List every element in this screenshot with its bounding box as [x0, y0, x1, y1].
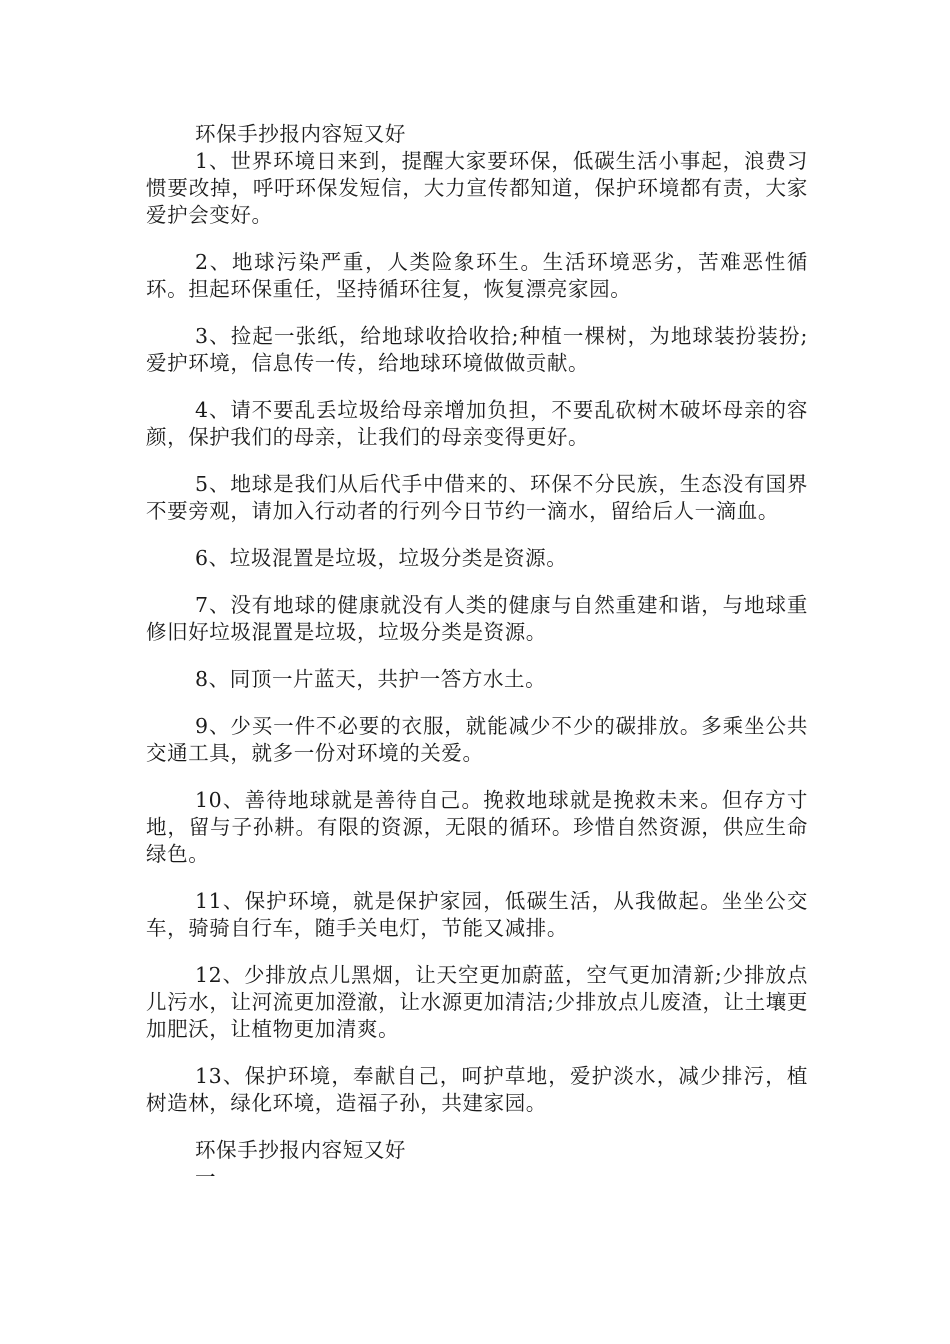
paragraph-4: 4、请不要乱丢垃圾给母亲增加负担，不要乱砍树木破坏母亲的容颜，保护我们的母亲，让我们的母亲变得更好。	[146, 398, 808, 449]
paragraph-11: 11、保护环境，就是保护家园，低碳生活，从我做起。坐坐公交车，骑骑自行车，随手关电灯，节能又减排。	[146, 889, 808, 940]
paragraph-9: 9、少买一件不必要的衣服，就能减少不少的碳排放。多乘坐公共交通工具，就多一份对环境的关爱。	[146, 714, 808, 765]
paragraph-5: 5、地球是我们从后代手中借来的、环保不分民族，生态没有国界不要旁观，请加入行动者的行列今日节约一滴水，留给后人一滴血。	[146, 472, 808, 523]
trailing-text: 一	[195, 1165, 217, 1189]
paragraph-2: 2、地球污染严重，人类险象环生。生活环境恶劣，苦难恶性循环。担起环保重任，坚持循环往复，恢复漂亮家园。	[146, 250, 808, 301]
paragraph-13: 13、保护环境，奉献自己，呵护草地，爱护淡水，减少排污，植树造林，绿化环境，造福子孙，共建家园。	[146, 1064, 808, 1115]
document-title: 环保手抄报内容短又好	[195, 122, 406, 146]
paragraph-1: 1、世界环境日来到，提醒大家要环保，低碳生活小事起，浪费习惯要改掉，呼吁环保发短信，大力宣传都知道，保护环境都有责，大家爱护会变好。	[146, 149, 808, 227]
paragraph-8: 8、同顶一片蓝天，共护一答方水土。	[195, 667, 547, 691]
paragraph-7: 7、没有地球的健康就没有人类的健康与自然重建和谐，与地球重修旧好垃圾混置是垃圾，垃圾分类是资源。	[146, 593, 808, 644]
document-repeat-title: 环保手抄报内容短又好	[195, 1138, 406, 1162]
paragraph-10: 10、善待地球就是善待自己。挽救地球就是挽救未来。但存方寸地，留与子孙耕。有限的资源，无限的循环。珍惜自然资源，供应生命绿色。	[146, 788, 808, 866]
paragraph-3: 3、捡起一张纸，给地球收拾收拾;种植一棵树，为地球装扮装扮;爱护环境，信息传一传，给地球环境做做贡献。	[146, 324, 808, 375]
document-body	[146, 121, 808, 1191]
paragraph-12: 12、少排放点儿黑烟，让天空更加蔚蓝，空气更加清新;少排放点儿污水，让河流更加澄澈，让水源更加清洁;少排放点儿废渣，让土壤更加肥沃，让植物更加清爽。	[146, 963, 808, 1041]
paragraph-6: 6、垃圾混置是垃圾，垃圾分类是资源。	[195, 546, 568, 570]
